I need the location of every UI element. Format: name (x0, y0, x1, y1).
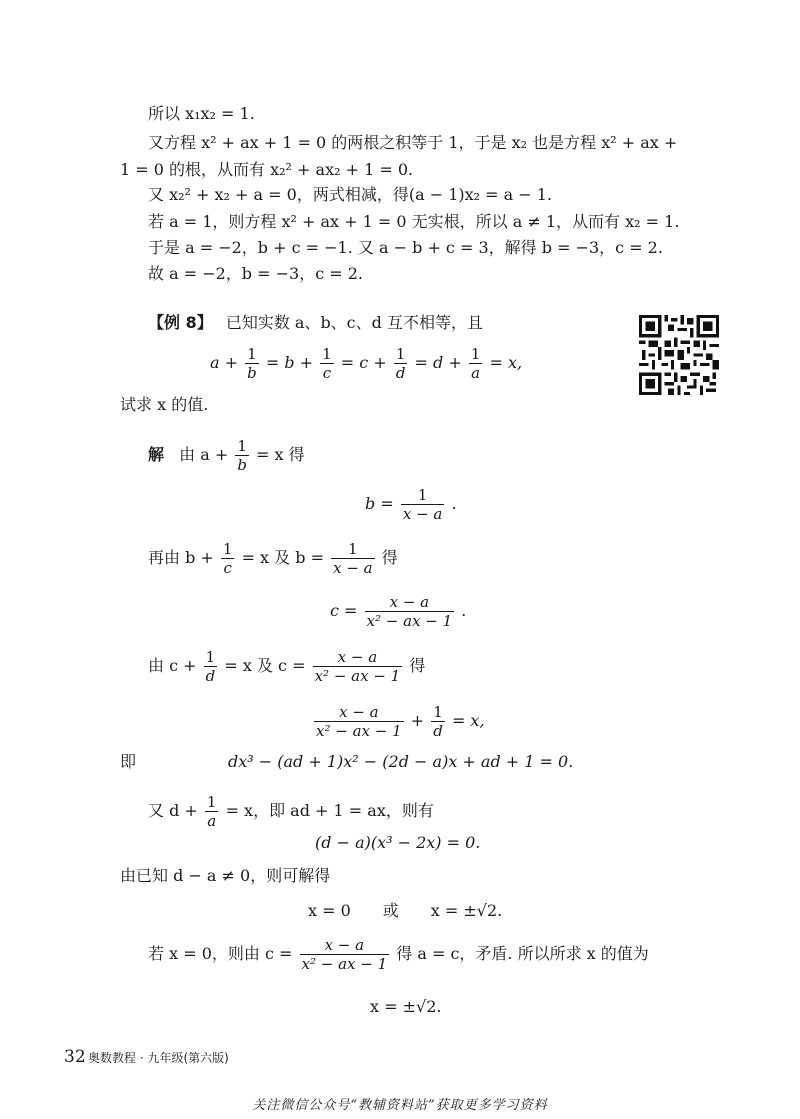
numerator: 1 (395, 345, 406, 363)
math-text: 由 a + (179, 445, 229, 464)
denominator: d (395, 364, 406, 382)
fraction (394, 345, 408, 382)
denominator: x² − ax − 1 (301, 955, 388, 973)
watermark-note: 关注微信公众号“教辅资料站”获取更多学习资料 (252, 1098, 548, 1113)
solution-step (312, 700, 485, 742)
numerator: x − a (339, 703, 379, 721)
math-text: 再由 b + (148, 548, 214, 567)
solution-step (330, 590, 466, 632)
math-text: c = (330, 601, 358, 620)
page-number: 32 (64, 1047, 86, 1067)
denominator: d (205, 667, 216, 685)
text-line: 所以 x₁x₂ = 1. (148, 104, 255, 123)
example-header (148, 313, 483, 333)
solution-roots: x = 0 或 x = ±√2. (308, 901, 503, 920)
example-label: 【例 8】 (148, 313, 213, 332)
fraction (300, 936, 390, 973)
numerator: x − a (324, 936, 365, 954)
denominator: a (469, 363, 483, 382)
denominator: a (205, 811, 219, 830)
factored-equation: (d − a)(x³ − 2x) = 0. (315, 833, 481, 852)
math-text: = x 及 c = (224, 656, 306, 675)
equation-term: = d + (414, 353, 462, 372)
text-line: 1 = 0 的根，从而有 x₂² + ax₂ + 1 = 0. (120, 160, 414, 179)
numerator: 1 (222, 540, 233, 558)
denominator: x² − ax − 1 (316, 722, 402, 740)
fraction (235, 437, 249, 474)
text-line: 若 a = 1，则方程 x² + ax + 1 = 0 无实根，所以 a ≠ 1，从而有 x₂ = 1. (148, 212, 680, 231)
denominator: x² − ax − 1 (366, 612, 453, 630)
solution-step (148, 790, 434, 832)
example-ask: 试求 x 的值. (120, 395, 209, 414)
math-text: 若 x = 0，则由 c = (148, 944, 293, 963)
book-title: 奥数教程 · 九年级(第六版) (88, 1051, 229, 1065)
numerator: x − a (337, 648, 378, 666)
numerator: 1 (205, 648, 216, 666)
math-text: b = (365, 494, 394, 513)
equation-term: = c + (340, 353, 387, 372)
numerator: 1 (433, 703, 443, 721)
denominator: x² − ax − 1 (314, 667, 401, 685)
solution-step (120, 752, 136, 772)
denominator: d (433, 722, 443, 740)
solution-step (148, 645, 425, 687)
solution-label: 解 (148, 445, 165, 464)
solution-step (148, 434, 305, 476)
fraction (469, 345, 483, 382)
fraction (320, 345, 334, 382)
text-line: 又方程 x² + ax + 1 = 0 的两根之积等于 1，于是 x₂ 也是方程 x² + ax + (148, 133, 678, 152)
solution-step (148, 933, 649, 975)
numerator: 1 (206, 793, 217, 811)
fraction (221, 540, 235, 577)
fraction (245, 345, 259, 382)
fraction (431, 703, 445, 740)
example-statement: 已知实数 a、b、c、d 互不相等，且 (225, 313, 483, 332)
text-line: 又 x₂² + x₂ + a = 0，两式相减，得(a − 1)x₂ = a − 1. (148, 185, 553, 204)
math-text: = x, (451, 711, 485, 730)
numerator: 1 (417, 486, 428, 504)
math-text: 得 (381, 548, 398, 567)
math-text: 由 c + (148, 656, 197, 675)
fraction (331, 540, 375, 577)
math-text: . (451, 494, 457, 513)
fraction (313, 648, 403, 685)
text-line: 故 a = −2，b = −3，c = 2. (148, 264, 364, 283)
fraction (204, 648, 218, 685)
denominator: b (247, 364, 257, 382)
math-text: . (461, 601, 467, 620)
denominator: c (221, 558, 235, 577)
math-text: 即 (120, 752, 137, 771)
denominator: x − a (333, 559, 373, 577)
math-text: 得 a = c，矛盾. 所以所求 x 的值为 (396, 944, 649, 963)
solution-step (365, 483, 457, 525)
fraction (365, 593, 455, 630)
final-answer: x = ±√2. (370, 997, 442, 1016)
math-text: 得 (409, 656, 426, 675)
fraction (314, 703, 404, 740)
solution-step: 由已知 d − a ≠ 0，则可解得 (120, 866, 331, 885)
numerator: 1 (348, 540, 358, 558)
numerator: x − a (389, 593, 430, 611)
fraction (205, 793, 219, 830)
math-text: = x 及 b = (241, 548, 324, 567)
math-text: + (410, 711, 425, 730)
text-line: 于是 a = −2，b + c = −1. 又 a − b + c = 3，解得 b = −3，c = 2. (148, 238, 663, 257)
solution-step (148, 537, 398, 579)
denominator: c (320, 363, 334, 382)
denominator: x − a (402, 505, 443, 523)
math-text: = x 得 (256, 445, 305, 464)
fraction (401, 486, 445, 523)
equation-term: a + (210, 353, 239, 372)
equation-term: = x, (489, 353, 523, 372)
numerator: 1 (470, 345, 481, 363)
math-text: = x，即 ad + 1 = ax，则有 (225, 801, 434, 820)
math-text: 又 d + (148, 801, 198, 820)
equation-term: = b + (265, 353, 314, 372)
numerator: 1 (237, 437, 247, 455)
example-equation (210, 342, 522, 384)
polynomial-equation: dx³ − (ad + 1)x² − (2d − a)x + ad + 1 = 0. (228, 752, 574, 771)
numerator: 1 (247, 345, 257, 363)
denominator: b (237, 456, 247, 474)
numerator: 1 (322, 345, 332, 363)
qr-code-icon (639, 315, 719, 395)
